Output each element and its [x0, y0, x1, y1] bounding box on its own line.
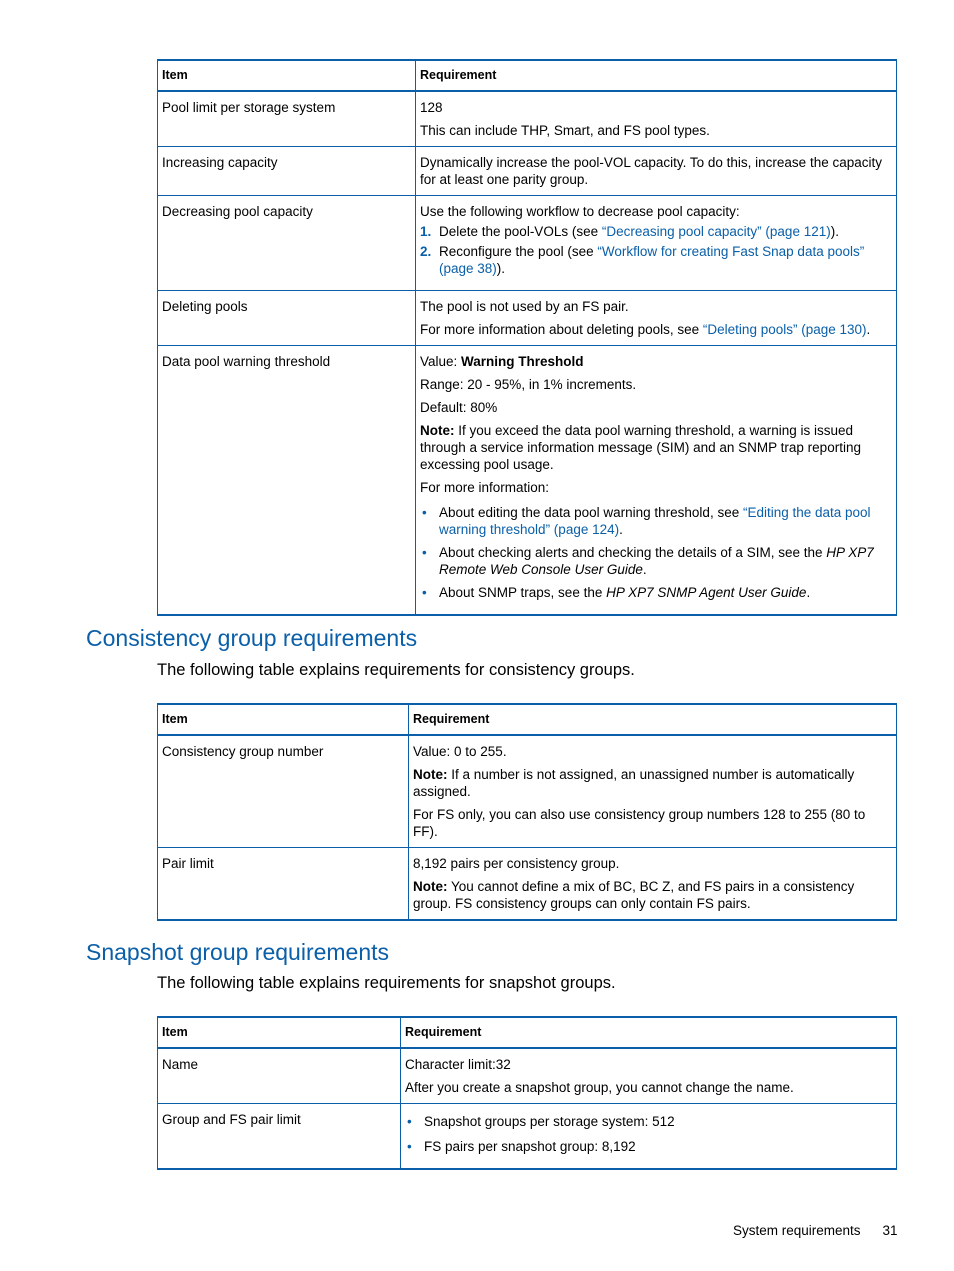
- column-header-item: Item: [158, 60, 416, 91]
- bold-value: Warning Threshold: [461, 354, 584, 369]
- row-requirement: [416, 291, 897, 346]
- row-item: Group and FS pair limit: [158, 1104, 401, 1170]
- section-heading-consistency: Consistency group requirements: [86, 625, 418, 651]
- row-item: Pool limit per storage system: [158, 91, 416, 147]
- pool-requirements-table: [157, 59, 897, 616]
- requirement-line: Default: 80%: [420, 400, 498, 415]
- list-item: [420, 504, 892, 538]
- section-intro: The following table explains requirements for consistency groups.: [157, 661, 635, 679]
- list-item: [420, 584, 892, 601]
- row-requirement: [401, 1048, 897, 1104]
- step-number: 2.: [420, 244, 432, 259]
- row-requirement: [416, 147, 897, 196]
- document-title: HP XP7 SNMP Agent User Guide: [606, 585, 807, 600]
- text: .: [642, 562, 647, 577]
- page-footer: [733, 1223, 898, 1238]
- requirement-line: After you create a snapshot group, you cannot change the name.: [405, 1080, 794, 1095]
- row-requirement: [409, 735, 897, 848]
- note-text: If you exceed the data pool warning threshold, a warning is issued through a service information message (SIM) and an SNMP trap reporting excessing pool usage.: [420, 423, 861, 472]
- row-requirement: [416, 91, 897, 147]
- requirement-line: 128: [420, 100, 443, 115]
- cross-reference-link[interactable]: “Deleting pools” (page 130): [702, 322, 867, 337]
- bullet-icon: •: [422, 585, 427, 600]
- text: About SNMP traps, see the: [439, 585, 607, 600]
- note: [413, 766, 892, 800]
- text: .: [619, 522, 623, 537]
- requirement-line: Range: 20 - 95%, in 1% increments.: [420, 377, 637, 392]
- text: .: [806, 585, 811, 600]
- note-text: You cannot define a mix of BC, BC Z, and FS pairs in a consistency group. FS consistency groups can only contain FS pairs.: [413, 879, 855, 911]
- note-text: If a number is not assigned, an unassigned number is automatically assigned.: [413, 767, 855, 799]
- row-item: Deleting pools: [158, 291, 416, 346]
- text: FS pairs per snapshot group: 8,192: [424, 1139, 636, 1154]
- table-row: [158, 346, 897, 616]
- workflow-steps: [420, 223, 892, 277]
- requirement-line: Value: 0 to 255.: [413, 744, 507, 759]
- requirement-line: Character limit:32: [405, 1057, 511, 1072]
- column-header-item: Item: [158, 704, 409, 735]
- requirement-line: The pool is not used by an FS pair.: [420, 299, 629, 314]
- table-header-row: [158, 60, 897, 91]
- table-row: [158, 196, 897, 291]
- note: [413, 878, 892, 912]
- table-row: [158, 735, 897, 848]
- consistency-requirements-table: [157, 703, 897, 921]
- table-row: [158, 147, 897, 196]
- step-text: ).: [830, 224, 839, 239]
- requirement-line: [420, 353, 892, 370]
- list-item: [420, 544, 892, 578]
- cross-reference-link[interactable]: “Decreasing pool capacity” (page 121): [601, 224, 831, 239]
- bullet-icon: •: [422, 505, 427, 520]
- table-row: [158, 1048, 897, 1104]
- table-row: [158, 1104, 897, 1170]
- row-item: Data pool warning threshold: [158, 346, 416, 616]
- requirement-line: For FS only, you can also use consistency group numbers 128 to 255 (80 to FF).: [413, 807, 866, 839]
- bullet-icon: •: [407, 1114, 412, 1129]
- note: [420, 422, 892, 473]
- requirement-line: Use the following workflow to decrease pool capacity:: [420, 204, 740, 219]
- list-item: [405, 1138, 892, 1155]
- page-number: 31: [882, 1223, 898, 1238]
- requirement-line: 8,192 pairs per consistency group.: [413, 856, 620, 871]
- column-header-requirement: Requirement: [416, 60, 897, 91]
- row-item: Name: [158, 1048, 401, 1104]
- step-text: ).: [496, 261, 506, 276]
- row-item: Decreasing pool capacity: [158, 196, 416, 291]
- row-item: Consistency group number: [158, 735, 409, 848]
- table-header-row: [158, 1017, 897, 1048]
- row-requirement: [401, 1104, 897, 1170]
- requirement-line: This can include THP, Smart, and FS pool types.: [420, 123, 710, 138]
- workflow-step: [420, 223, 892, 240]
- column-header-item: Item: [158, 1017, 401, 1048]
- row-requirement: [416, 346, 897, 616]
- bullet-list: [420, 504, 892, 601]
- text: About checking alerts and checking the details of a SIM, see the: [439, 545, 827, 560]
- list-item: [405, 1113, 892, 1130]
- requirement-line: For more information:: [420, 480, 550, 495]
- row-item: Increasing capacity: [158, 147, 416, 196]
- table-header-row: [158, 704, 897, 735]
- text: For more information about deleting pools, see: [420, 322, 703, 337]
- row-requirement: [416, 196, 897, 291]
- step-text: Delete the pool-VOLs (see: [439, 224, 602, 239]
- text: About editing the data pool warning threshold, see: [439, 505, 743, 520]
- document-title: HP XP7 Remote Web Console User Guide: [439, 545, 874, 577]
- row-item: Pair limit: [158, 848, 409, 921]
- column-header-requirement: Requirement: [401, 1017, 897, 1048]
- cross-reference-link[interactable]: “Editing the data pool warning threshold” (page 124): [439, 505, 871, 537]
- bullet-list: [405, 1113, 892, 1155]
- step-number: 1.: [420, 224, 432, 239]
- workflow-step: [420, 243, 892, 277]
- column-header-requirement: Requirement: [409, 704, 897, 735]
- section-heading-snapshot: Snapshot group requirements: [86, 939, 390, 965]
- cross-reference-link[interactable]: “Workflow for creating Fast Snap data pools” (page 38): [439, 244, 865, 276]
- table-row: [158, 291, 897, 346]
- step-text: Reconfigure the pool (see: [439, 244, 598, 259]
- requirement-line: Dynamically increase the pool-VOL capacity. To do this, increase the capacity for at least one parity group.: [420, 155, 882, 187]
- footer-section-title: System requirements: [733, 1223, 861, 1238]
- note-label: Note:: [420, 423, 455, 438]
- row-requirement: [409, 848, 897, 921]
- note-label: Note:: [413, 767, 448, 782]
- table-row: [158, 91, 897, 147]
- bullet-icon: •: [407, 1139, 412, 1154]
- section-intro: The following table explains requirements for snapshot groups.: [157, 974, 616, 992]
- text: .: [866, 322, 871, 337]
- requirement-line: [420, 321, 892, 338]
- snapshot-requirements-table: [157, 1016, 897, 1170]
- bullet-icon: •: [422, 545, 427, 560]
- note-label: Note:: [413, 879, 448, 894]
- table-row: [158, 848, 897, 921]
- text: Snapshot groups per storage system: 512: [424, 1114, 675, 1129]
- text: Value:: [420, 354, 462, 369]
